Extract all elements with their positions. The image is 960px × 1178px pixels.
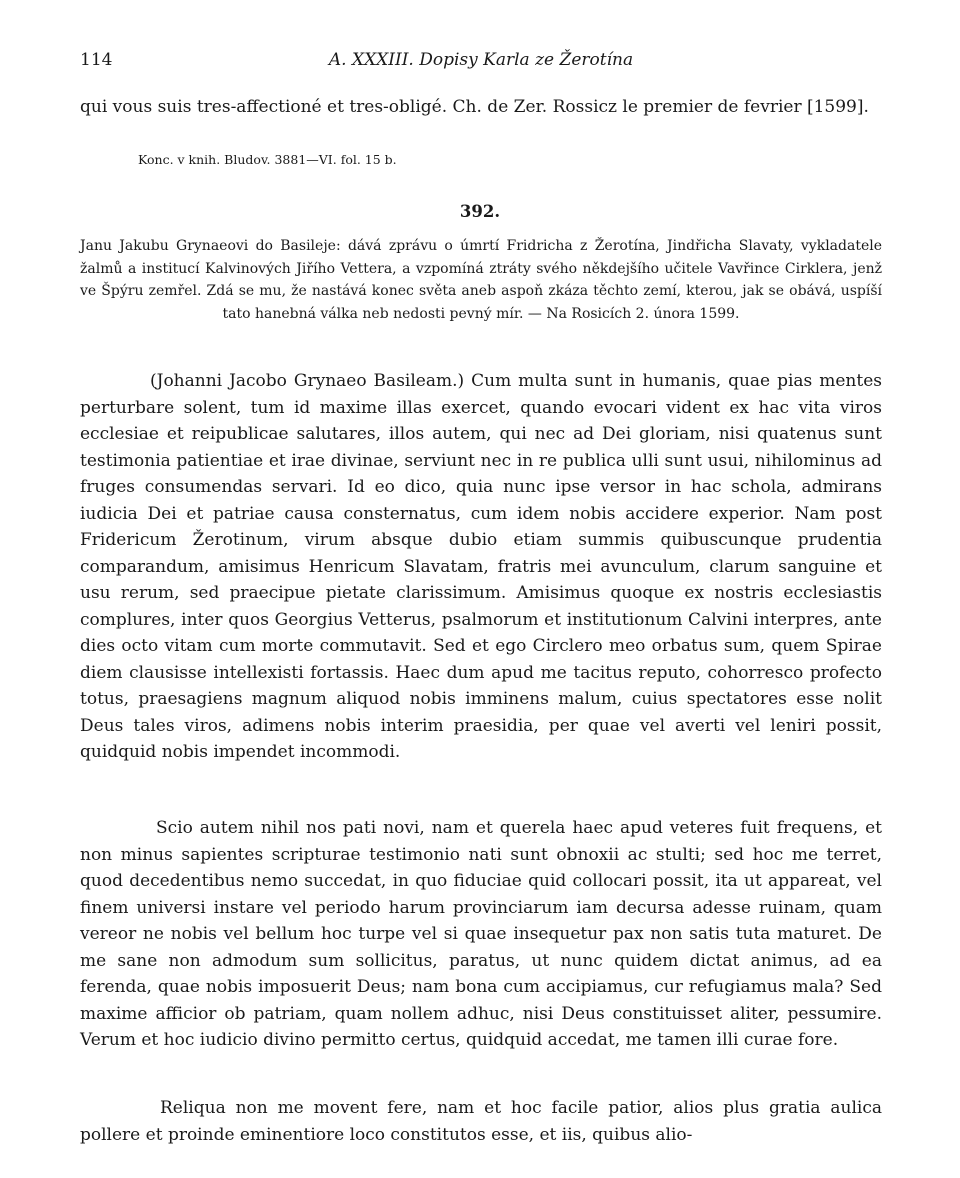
paragraph-2-text: Scio autem nihil nos pati novi, nam et querela haec apud veteres fuit frequens, et non minus sapientes scripturae testimonio nati sunt obnoxii ac stulti; sed hoc me terret, quod decedentibus nemo succedat, in quo fiduciae quid collocari possit, ita ut appareat, vel finem universi instare vel periodo harum provinciarum iam decursa adesse ruinam, quam vereor ne nobis vel bellum hoc turpe vel si quae insequetur pax non satis tuta maturet. De me sane non admodum sum sollicitus, paratus, ut nunc quidem dictat animus, ad ea ferenda, quae nobis imposuerit Deus; nam bona cum accipiamus, cur refugiamus mala? Sed maxime afficior ob patriam, quam nollem adhuc, nisi Deus constituisset aliter, pessumire. Verum et hoc iudicio divino permitto certus, quidquid accedat, me tamen illi curae fore. [80, 818, 882, 1050]
regest [80, 235, 882, 325]
page-number: 114 [80, 50, 113, 70]
running-title: A. XXXIII. Dopisy Karla ze Žerotína [328, 50, 634, 70]
paragraph-1 [80, 368, 882, 766]
source-note: Konc. v knih. Bludov. 3881—VI. fol. 15 b. [138, 152, 397, 167]
intro-text: qui vous suis tres-affectioné et tres-obligé. Ch. de Zer. Rossicz le premier de fevrier [1599]. [80, 97, 869, 117]
paragraph-3 [80, 1095, 882, 1148]
running-header [80, 50, 882, 74]
paragraph-1-text: (Johanni Jacobo Grynaeo Basileam.) Cum multa sunt in humanis, quae pias mentes perturbare solent, tum id maxime illas exercet, quando evocari vident ex hac vita viros ecclesiae et reipublicae salutares, illos autem, qui nec ad Dei gloriam, nisi quatenus sunt testimonia patientiae et irae divinae, serviunt nec in re publica ulli sunt usui, nihilominus ad fruges consumendas servari. Id eo dico, quia nunc ipse versor in hac schola, admirans iudicia Dei et patriae causa consternatus, cum idem nobis accidere experior. Nam post Fridericum Žerotinum, virum absque dubio etiam summis quibuscunque prudentia comparandum, amisimus Henricum Slavatam, fratris mei avunculum, clarum sanguine et usu rerum, sed praecipue pietate clarissimum. Amisimus quoque ex nostris ecclesiastis complures, inter quos Georgius Vetterus, psalmorum et institutionum Calvini interpres, ante dies octo vitam cum morte commutavit. Sed et ego Circlero meo orbatus sum, quem Spirae diem clausisse intellexisti fortassis. Haec dum apud me tacitus reputo, cohorresco profecto totus, praesagiens magnum aliquod nobis imminens malum, cuius spectatores esse nolit Deus tales viros, adimens nobis interim praesidia, per quae vel averti vel leniri possit, quidquid nobis impendet incommodi. [80, 371, 882, 762]
document-number: 392. [459, 202, 501, 221]
paragraph-2 [80, 815, 882, 1054]
regest-text: Janu Jakubu Grynaeovi do Basileje: dává zprávu o úmrtí Fridricha z Žerotína, Jindřicha Slavaty, vykladatele žalmů a institucí Kalvinových Jiřího Vettera, a vzpomíná ztráty svého někdejšího učitele Vavřince Cirklera, jenž ve Špýru zemřel. Zdá se mu, že nastává konec světa aneb aspoň zkáza těchto zemí, kterou, jak se obává, uspíší tato hanebná válka neb nedosti pevný mír. — Na Rosicích 2. února 1599. [80, 238, 882, 322]
paragraph-3-text: Reliqua non me movent fere, nam et hoc facile patior, alios plus gratia aulica pollere et proinde eminentiore loco constitutos esse, et iis, quibus alio- [80, 1098, 882, 1145]
